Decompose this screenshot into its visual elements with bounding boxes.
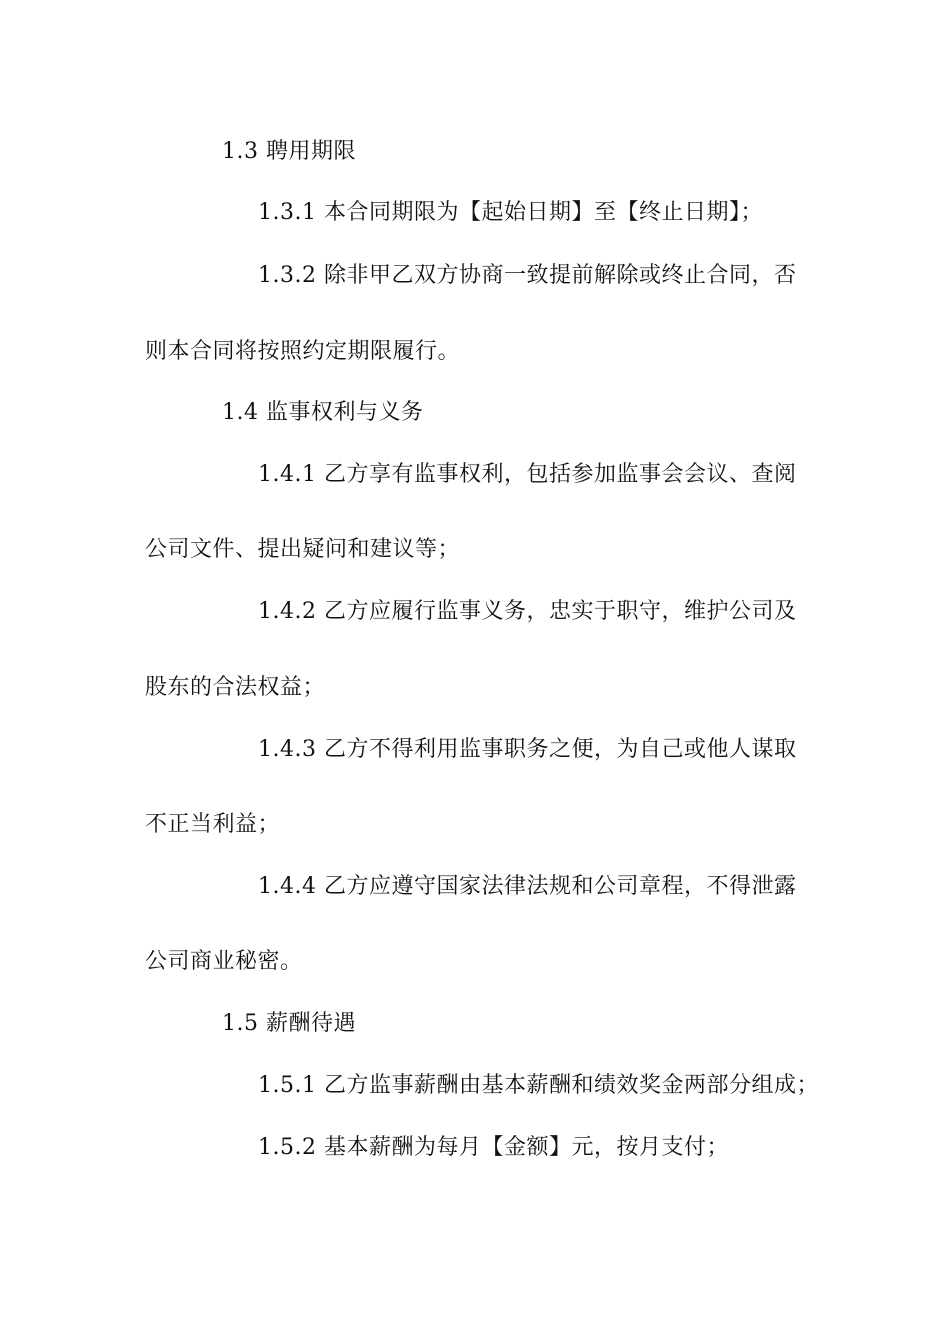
clause-1-5-1: 1.5.1 乙方监事薪酬由基本薪酬和绩效奖金两部分组成；	[258, 1073, 819, 1098]
clause-1-3-1: 1.3.1 本合同期限为【起始日期】至【终止日期】；	[258, 200, 763, 225]
clause-1-4-4: 1.4.4 乙方应遵守国家法律法规和公司章程，不得泄露	[258, 874, 797, 899]
section-heading-1-5: 1.5 薪酬待遇	[222, 1011, 356, 1036]
clause-1-4-1-continued: 公司文件、提出疑问和建议等；	[145, 537, 461, 562]
clause-1-4-3-continued: 不正当利益；	[145, 812, 281, 837]
clause-1-4-3: 1.4.3 乙方不得利用监事职务之便，为自己或他人谋取	[258, 737, 797, 762]
section-heading-1-4: 1.4 监事权利与义务	[222, 400, 424, 425]
clause-1-4-1: 1.4.1 乙方享有监事权利，包括参加监事会会议、查阅	[258, 462, 797, 487]
clause-1-5-2: 1.5.2 基本薪酬为每月【金额】元，按月支付；	[258, 1135, 729, 1160]
clause-1-4-2: 1.4.2 乙方应履行监事义务，忠实于职守，维护公司及	[258, 599, 797, 624]
clause-1-4-4-continued: 公司商业秘密。	[145, 949, 303, 974]
clause-1-3-2-continued: 则本合同将按照约定期限履行。	[145, 339, 461, 364]
clause-1-4-2-continued: 股东的合法权益；	[145, 675, 326, 700]
clause-1-3-2: 1.3.2 除非甲乙双方协商一致提前解除或终止合同，否	[258, 263, 797, 288]
section-heading-1-3: 1.3 聘用期限	[222, 139, 356, 164]
